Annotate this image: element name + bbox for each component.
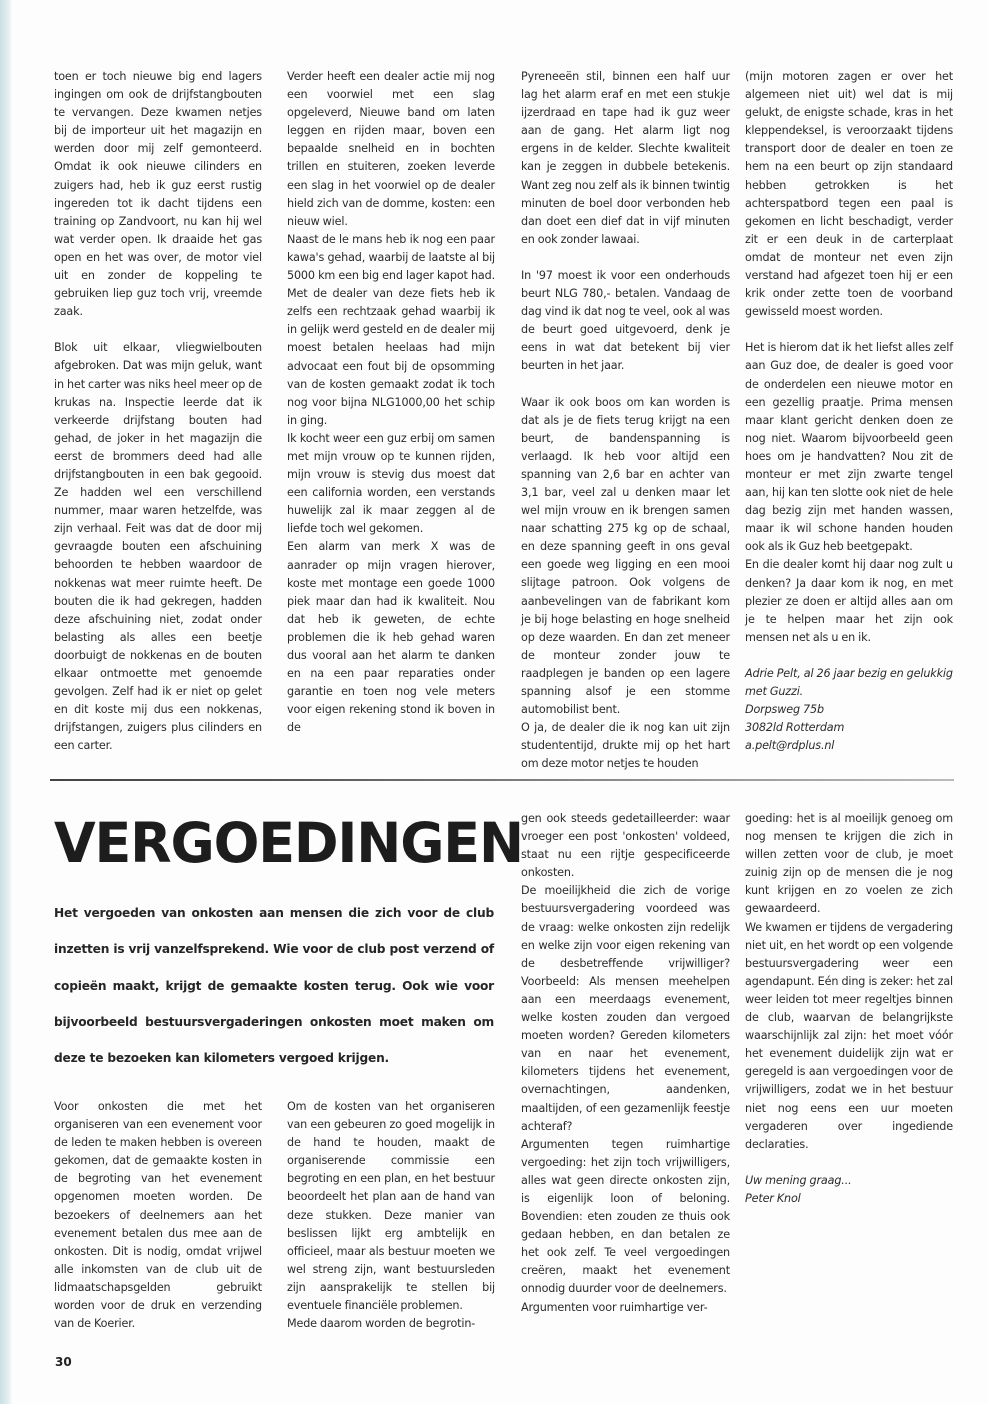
author-signature bbox=[745, 1172, 953, 1208]
author-email: a.pelt@rdplus.nl bbox=[745, 739, 835, 753]
article-intro: Het vergoeden van onkosten aan mensen die zich voor de club inzetten is vrij vanzelfsprekend. Wie voor de club post verzend of copieën maakt, krijgt de gemaakte kosten terug. Ook wie voor bijvoorbeeld bestuursvergaderingen onkosten moet maken om deze te bezoeken kan kilometers vergoed krijgen. bbox=[54, 906, 494, 1066]
paragraph: Het is hierom dat ik het liefst alles zelf aan Guz doe, de dealer is goed voor de onderdelen een nieuwe motor en een gezellig praatje. Prima mensen maar klant gericht denken doen ze nog niet. Waarom bijvoorbeeld geen hoes om je handvatten? Nou zit de monteur er met zijn zwarte tengel aan, hij kan ten slotte ook niet de hele dag bezig zijn met handen wassen, maar ik wil schone handen houden ook als ik Guz heb beetgepakt. bbox=[745, 341, 953, 554]
article2-column-1 bbox=[54, 1098, 262, 1333]
author-city: 3082ld Rotterdam bbox=[745, 721, 845, 735]
paragraph: De moeilijkheid die zich de vorige bestuursvergadering voordeed was de vraag: welke onkosten zijn redelijk en welke zijn voor eigen rekening van de desbetreffende vrijwilliger? Voorbeeld: Als mensen meehelpen aan een meerdaags evenement, welke kosten zouden dan vergoed moeten worden? Gereden kilometers van en naar het evenement, kilometers tijdens het evenement, overnachtingen, aandenken, maaltijden, of een gezamenlijk feestje achteraf? bbox=[521, 884, 730, 1133]
paragraph: Waar ik ook boos om kan worden is dat als je de fiets terug krijgt na een beurt, de bandenspanning is verlaagd. Ik heb voor altijd een spanning van 2,6 bar en achter van 3,1 bar, veel zal u denken maar let wel mijn vrouw en ik brengen samen naar schatting 275 kg op de schaal, en deze spanning geeft in ons geval een goede weg ligging en een mooi slijtage patroon. Ook volgens de aanbevelingen van de fabrikant kom je bij hoge belasting en hoge snelheid op deze waarden. En dan zet meneer de monteur zonder jouw te raadplegen je banden op een lagere spanning alsof je een stomme automobilist bent. bbox=[521, 395, 730, 717]
paragraph: goeding: het is al moeilijk genoeg om nog mensen te krijgen die zich in willen zetten voor de club, je moet zuinig zijn op de mensen die je nog kunt krijgen en zo voelen ze zich gewaardeerd. bbox=[745, 812, 953, 916]
page-binding-edge bbox=[0, 0, 12, 1404]
article1-column-2 bbox=[287, 68, 495, 737]
paragraph: Verder heeft een dealer actie mij nog een voorwiel met een slag opgeleverd, Nieuwe band om laten leggen en rijden maar, boven een bepaalde snelheid en in bochten trillen en stuiteren, zoeken leverde een slag in het voorwiel op de dealer hield zich van de domme, kosten: een nieuw wiel. bbox=[287, 70, 495, 228]
author-street: Dorpsweg 75b bbox=[745, 703, 824, 717]
article1-column-1 bbox=[54, 68, 262, 755]
paragraph: toen er toch nieuwe big end lagers ingingen om ook de drijfstangbouten te vervangen. Deze kwamen netjes bij de importeur uit het magazijn en werden door mij zelf gemonteerd. Omdat ik ook nieuwe cilinders en zuigers had, heb ik guz eerst rustig ingereden tot ik dacht tijdens een training op Zandvoort, nu kan hij wel wat verder open. Ik draaide het gas open en het was over, de motor viel uit en zonder de koppeling te gebruiken liep guz toch vrij, vreemde zaak. bbox=[54, 70, 262, 319]
paragraph: Blok uit elkaar, vliegwielbouten afgebroken. Dat was mijn geluk, want in het carter was niks heel meer op de krukas na. Inspectie leerde dat ik verkeerde drijfstang bouten had gehad, de joker in het magazijn die eerst de brommers deed had alle drijfstangbouten in een bak gegooid. Ze hadden wel een verschillend nummer, maar waren hetzelfde, was zijn verhaal. Feit was dat de door mij gevraagde bouten een afschuining behoorden te hebben waardoor de nokkenas wat meer ruimte heeft. De bouten die ik had gekregen, hadden deze afschuining niet, zodat onder belasting als alles een beetje doorbuigt de nokkenas en de bouten elkaar ontmoette met genoemde gevolgen. Zelf had ik er niet op gelet en dit koste mij dus een nokkenas, drijfstangen, zuigers plus cilinders en een carter. bbox=[54, 341, 262, 753]
page-number: 30 bbox=[55, 1355, 72, 1369]
article1-column-4 bbox=[745, 68, 953, 755]
paragraph: In '97 moest ik voor een onderhouds beurt NLG 780,- betalen. Vandaag de dag vind ik dat nog te veel, ook al was de beurt goed uitgevoerd, denk je eens in wat dat betekent bij vier beurten in het jaar. bbox=[521, 268, 730, 373]
paragraph: Om de kosten van het organiseren van een gebeuren zo goed mogelijk in de hand te houden, maakt de organiserende commissie een begroting en een plan, en het bestuur beoordeelt het plan aan de hand van deze stukken. Deze manier van beslissen lijkt erg ambtelijk en officieel, maar als bestuur moeten we wel streng zijn, want bestuursleden zijn aansprakelijk te stellen bij eventuele financiële problemen. bbox=[287, 1100, 495, 1313]
paragraph: Ik kocht weer een guz erbij om samen met mijn vrouw op te kunnen rijden, mijn vrouw is stevig dus moest dat een california worden, een verstands huwelijk zal ik maar zeggen al de liefde toch wel gekomen. bbox=[287, 431, 495, 536]
paragraph: Voor onkosten die met het organiseren van een evenement voor de leden te maken hebben is overeen gekomen, dat de gemaakte kosten in de begroting van het evenement opgenomen moeten worden. De bezoekers of deelnemers aan het evenement betalen dus mee aan de onkosten. Dit is nodig, omdat vrijwel alle inkomsten van de club uit de lidmaatschapsgelden gebruikt worden voor de druk en verzending van de Koerier. bbox=[54, 1100, 262, 1331]
author-signature bbox=[745, 665, 953, 755]
article2-column-2 bbox=[287, 1098, 495, 1333]
paragraph: Naast de le mans heb ik nog een paar kawa's gehad, waarbij de laatste al bij 5000 km een big end lager kapot had. Met de dealer van deze fiets heb ik zelfs een rechtzaak gehad waarbij ik in gelijk werd gesteld en de dealer mij moest betalen heelaas had mijn advocaat een fout bij de opsomming van de kosten gemaakt zodat ik toch nog voor bijna NLG1000,00 het schip in ging. bbox=[287, 232, 495, 427]
article2-column-4 bbox=[745, 810, 953, 1208]
paragraph: O ja, de dealer die ik nog kan uit zijn studententijd, drukte mij op het hart om deze motor netjes te houden bbox=[521, 721, 730, 771]
paragraph: Mede daarom worden de begrotin- bbox=[287, 1317, 476, 1331]
paragraph: Argumenten tegen ruimhartige vergoeding: het zijn toch vrijwilligers, alles wat geen directe onkosten zijn, is eigenlijk loon of beloning. Bovendien: eten zouden ze thuis ook gedaan hebben, en dan betalen ze het ook zelf. Te veel vergoedingen creëren, maakt het evenement onnodig duurder voor de deelnemers. bbox=[521, 1137, 730, 1296]
paragraph: (mijn motoren zagen er over het algemeen niet uit) wel dat is mij gelukt, de enigste schade, kras in het kleppendeksel, is veroorzaakt tijdens transport door de dealer en toen ze hem na een beurt op zijn standaard hebben getrokken is het achterspatbord tegen een paal is gekomen en licht beschadigt, verder zit er een deuk in de carterplaat omdat de monteur net even zijn verstand had afgezet toen hij er een krik onder zette toen de voorband gewisseld moest worden. bbox=[745, 70, 953, 319]
article-headline: VERGOEDINGEN bbox=[54, 811, 523, 875]
author-name: Peter Knol bbox=[745, 1191, 801, 1205]
signoff: Uw mening graag... bbox=[745, 1173, 852, 1187]
author-name: Adrie Pelt, al 26 jaar bezig en gelukkig met Guzzi. bbox=[745, 666, 953, 698]
paragraph: Pyreneeën stil, binnen een half uur lag het alarm eraf en met een stukje ijzerdraad en tape had ik guz weer aan de gang. Het alarm ligt nog ergens in de kelder. Slechte kwaliteit kan je zeggen in dubbele betekenis. Want zeg nou zelf als ik binnen twintig minuten de boel door verbonden heb dan doet een dief dat in vijf minuten en ook zonder lawaai. bbox=[521, 70, 730, 246]
paragraph: En die dealer komt hij daar nog zult u denken? Ja daar kom ik nog, en met plezier ze doen er altijd alles aan om je te helpen maar het zijn ook mensen net als u en ik. bbox=[745, 558, 953, 644]
paragraph: We kwamen er tijdens de vergadering niet uit, en het wordt op een volgende bestuursvergadering weer een agendapunt. Eén ding is zeker: het zal weer leiden tot meer regeltjes binnen de club, waarvan de belangrijkste waarschijnlijk zal zijn: het moet vóór het evenement duidelijk zijn wat er geregeld is aan vergoedingen voor de vrijwilligers, zodat we in het bestuur niet nog eens een uur moeten vergaderen over ingediende declaraties. bbox=[745, 920, 953, 1151]
paragraph: Argumenten voor ruimhartige ver- bbox=[521, 1300, 708, 1314]
section-divider bbox=[50, 779, 954, 781]
article1-column-3 bbox=[521, 68, 730, 773]
article2-column-3 bbox=[521, 810, 730, 1317]
paragraph: Een alarm van merk X was de aanrader op mijn vragen hierover, koste met montage een goede 1000 piek maar dan had ik kwaliteit. Nou dat heb ik geweten, de echte problemen die ik heb gehad waren dus vooral aan het alarm te danken en na een paar reparaties onder garantie en toen nog vele meters voor eigen rekening stond ik boven in de bbox=[287, 540, 495, 735]
paragraph: gen ook steeds gedetailleerder: waar vroeger een post 'onkosten' voldeed, staat nu een rijtje gespecificeerde onkosten. bbox=[521, 812, 730, 880]
